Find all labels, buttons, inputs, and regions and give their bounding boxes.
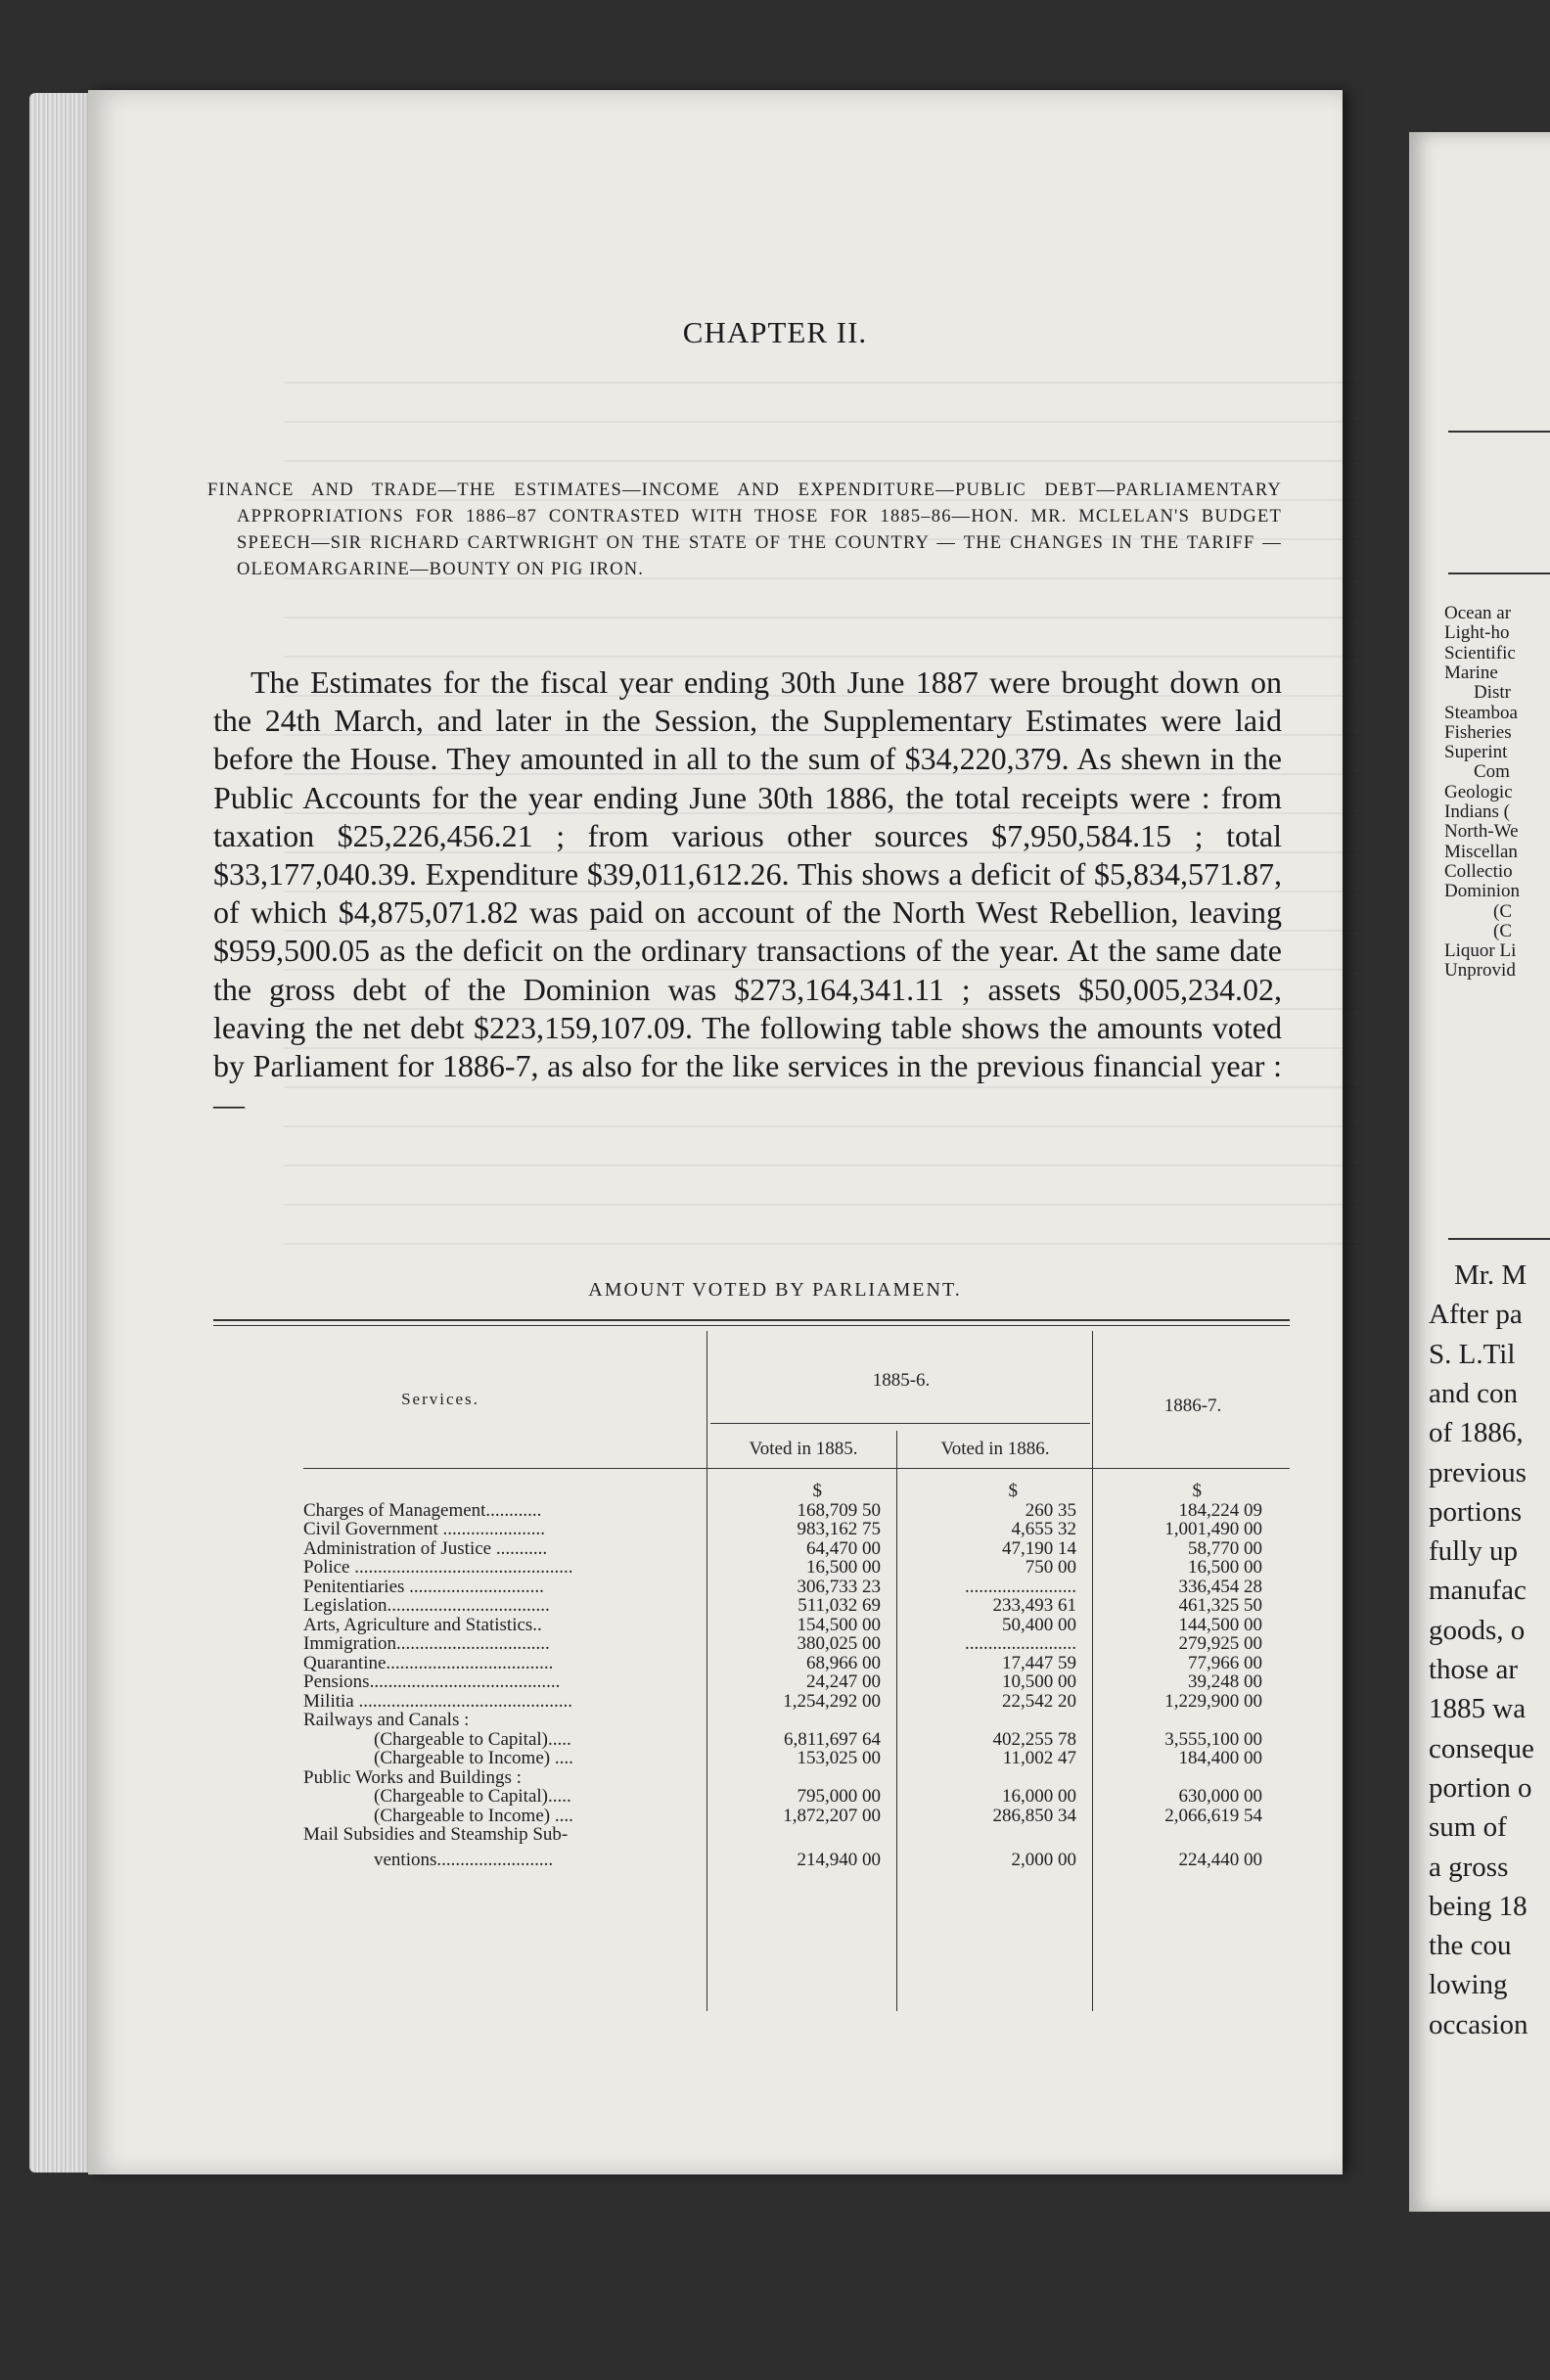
table-row xyxy=(294,1749,1292,1768)
voted-1886-7-cell: 336,454 28 xyxy=(1178,1576,1262,1597)
adjacent-page-text-line: goods, o xyxy=(1429,1614,1526,1646)
voted-1885-cell: 68,966 00 xyxy=(806,1652,881,1673)
voted-1885-cell: 214,940 00 xyxy=(797,1849,881,1870)
voted-1886-7-cell: 224,440 00 xyxy=(1178,1849,1262,1870)
adjacent-page-list-line: Distr xyxy=(1474,682,1511,704)
adjacent-page-text-line: S. L.Til xyxy=(1429,1338,1516,1370)
service-cell: (Chargeable to Capital)..... xyxy=(374,1729,571,1749)
voted-1886-7-cell: 279,925 00 xyxy=(1178,1633,1262,1654)
adjacent-page-list-line: Marine xyxy=(1444,662,1498,683)
chapter-summary: FINANCE AND TRADE—THE ESTIMATES—INCOME AND EXPENDITURE—PUBLIC DEBT—PARLIAMENTARY APPROPRIATIONS FOR 1886–87 CONTRASTED WITH THOSE FOR 1885–86—HON. MR. MCLELAN'S BUDGET SPEECH—SIR RICHARD CARTWRIGHT ON THE STATE OF THE COUNTRY — THE CHANGES IN THE TARIFF — OLEOMARGARINE—BOUNTY ON PIG IRON. xyxy=(207,481,1282,579)
table-body xyxy=(294,1482,1292,1876)
service-cell: (Chargeable to Income) .... xyxy=(374,1749,573,1768)
voted-1886-7-cell: 184,400 00 xyxy=(1178,1748,1262,1768)
adjacent-page-list-line: Liquor Li xyxy=(1444,940,1517,962)
adjacent-page-text-line: the cou xyxy=(1429,1930,1512,1962)
voted-1886-7-cell: 58,770 00 xyxy=(1188,1537,1262,1559)
voted-1886-cell: ........................ xyxy=(965,1633,1076,1654)
table-row xyxy=(294,1520,1292,1539)
adjacent-page-list-line: North-We xyxy=(1444,821,1519,843)
voted-1885-cell: 6,811,697 64 xyxy=(783,1728,881,1750)
adjacent-page-list-line: Unprovid xyxy=(1444,960,1516,982)
voted-1886-cell: ........................ xyxy=(965,1576,1076,1597)
table-row xyxy=(294,1807,1292,1826)
voted-1885-cell: 380,025 00 xyxy=(797,1633,881,1654)
table-row xyxy=(294,1539,1292,1559)
adjacent-page-text-line: those ar xyxy=(1429,1654,1518,1685)
service-cell: Pensions......................................... xyxy=(303,1672,561,1692)
service-cell: Railways and Canals : xyxy=(303,1711,470,1730)
voted-1886-cell: 233,493 61 xyxy=(992,1595,1076,1616)
services-header: Services. xyxy=(401,1390,479,1408)
adjacent-page-text-line: Mr. M xyxy=(1454,1259,1527,1291)
dollar-sign: $ xyxy=(1192,1481,1202,1501)
voted-1886-7-cell: 630,000 00 xyxy=(1178,1786,1262,1807)
voted-1886-7-cell: 39,248 00 xyxy=(1188,1671,1262,1692)
service-cell: Penitentiaries ............................. xyxy=(303,1577,544,1596)
voted-1885-cell: 306,733 23 xyxy=(797,1576,881,1597)
adjacent-page-list-line: Indians ( xyxy=(1444,801,1511,822)
adjacent-page-text-line: conseque xyxy=(1429,1732,1534,1764)
voted-1886-cell: 402,255 78 xyxy=(992,1728,1076,1750)
table-row xyxy=(294,1845,1292,1876)
adjacent-page-rule xyxy=(1448,431,1550,433)
adjacent-page xyxy=(1409,132,1550,2212)
service-cell: Administration of Justice ........... xyxy=(303,1538,548,1558)
adjacent-page-text-line: sum of xyxy=(1429,1811,1507,1844)
voted-1886-cell: 286,850 34 xyxy=(992,1805,1076,1826)
dollar-sign: $ xyxy=(812,1481,822,1501)
voted-1885-cell: 64,470 00 xyxy=(806,1537,881,1559)
adjacent-page-list-line: (C xyxy=(1493,900,1512,922)
voted-1886-cell: 50,400 00 xyxy=(1002,1614,1076,1635)
adjacent-page-list-line: Light-ho xyxy=(1444,622,1510,644)
table-row xyxy=(294,1616,1292,1635)
service-cell: Charges of Management............ xyxy=(303,1500,542,1520)
service-cell: Mail Subsidies and Steamship Sub- xyxy=(303,1825,569,1845)
currency-row xyxy=(294,1482,1292,1501)
voted-1885-header: Voted in 1885. xyxy=(749,1439,858,1459)
table-row xyxy=(294,1558,1292,1578)
voted-1886-7-cell: 461,325 50 xyxy=(1178,1595,1262,1616)
adjacent-page-list-line: Dominion xyxy=(1444,881,1521,902)
voted-1885-cell: 983,162 75 xyxy=(797,1519,881,1539)
voted-1886-cell: 47,190 14 xyxy=(1002,1537,1076,1559)
voted-1885-cell: 511,032 69 xyxy=(798,1595,881,1616)
adjacent-page-text-line: manufac xyxy=(1429,1575,1527,1607)
service-cell: Militia .............................................. xyxy=(303,1691,572,1711)
adjacent-page-list-line: Fisheries xyxy=(1444,721,1512,743)
adjacent-page-list-line: Collectio xyxy=(1444,860,1513,882)
voted-1885-cell: 16,500 00 xyxy=(806,1557,881,1578)
service-cell: ventions......................... xyxy=(374,1849,554,1870)
voted-1885-cell: 1,872,207 00 xyxy=(783,1805,881,1826)
adjacent-page-text-line: 1885 wa xyxy=(1429,1693,1527,1725)
service-cell: Police ............................................... xyxy=(303,1558,573,1578)
adjacent-page-text-line: occasion xyxy=(1429,2008,1528,2040)
voted-1885-cell: 1,254,292 00 xyxy=(783,1690,881,1712)
adjacent-page-text-line: lowing xyxy=(1429,1969,1508,2001)
voted-1886-7-cell: 1,229,900 00 xyxy=(1164,1690,1262,1712)
table-row xyxy=(294,1501,1292,1521)
year-1885-6-header: 1885-6. xyxy=(872,1370,931,1391)
table-row xyxy=(294,1711,1292,1730)
adjacent-page-text-line: portions xyxy=(1429,1495,1523,1528)
voted-1886-7-cell: 1,001,490 00 xyxy=(1164,1519,1262,1539)
adjacent-page-text-line: and con xyxy=(1429,1377,1518,1409)
chapter-title: CHAPTER II. xyxy=(682,315,868,349)
voted-1885-cell: 795,000 00 xyxy=(797,1786,881,1807)
voted-1886-cell: 17,447 59 xyxy=(1002,1652,1076,1673)
voted-1885-cell: 154,500 00 xyxy=(797,1614,881,1635)
service-cell: (Chargeable to Income) .... xyxy=(374,1806,573,1825)
adjacent-page-rule xyxy=(1448,572,1550,574)
table-row xyxy=(294,1578,1292,1597)
voted-1885-cell: 168,709 50 xyxy=(797,1499,881,1521)
voted-1886-cell: 2,000 00 xyxy=(1011,1849,1076,1870)
adjacent-page-list-line: Steamboa xyxy=(1444,702,1518,723)
table-row xyxy=(294,1825,1292,1845)
table-row xyxy=(294,1672,1292,1692)
service-cell: Public Works and Buildings : xyxy=(303,1767,522,1787)
adjacent-page-text-line: previous xyxy=(1429,1456,1527,1488)
voted-1886-header: Voted in 1886. xyxy=(940,1439,1050,1459)
adjacent-page-text-line: portion o xyxy=(1429,1771,1532,1804)
year-1886-7-header: 1886-7. xyxy=(1163,1396,1222,1416)
voted-1886-cell: 260 35 xyxy=(1025,1499,1076,1521)
voted-1886-7-cell: 184,224 09 xyxy=(1178,1499,1262,1521)
voted-1886-cell: 11,002 47 xyxy=(1002,1748,1076,1768)
service-cell: (Chargeable to Capital)..... xyxy=(374,1787,571,1807)
adjacent-page-text-line: of 1886, xyxy=(1429,1417,1524,1449)
table-row xyxy=(294,1692,1292,1712)
service-cell: Legislation................................... xyxy=(303,1596,550,1616)
table-caption: AMOUNT VOTED BY PARLIAMENT. xyxy=(588,1279,962,1301)
table-top-rule-thin xyxy=(213,1325,1290,1326)
table-row xyxy=(294,1654,1292,1673)
adjacent-page-rule xyxy=(1448,1238,1550,1240)
table-row xyxy=(294,1634,1292,1654)
voted-1886-cell: 22,542 20 xyxy=(1002,1690,1076,1712)
voted-1886-7-cell: 2,066,619 54 xyxy=(1164,1805,1262,1826)
service-cell: Quarantine.................................... xyxy=(303,1653,554,1672)
adjacent-page-list-line: Miscellan xyxy=(1444,841,1518,862)
adjacent-page-list-line: (C xyxy=(1493,920,1512,941)
voted-1886-7-cell: 144,500 00 xyxy=(1178,1614,1262,1635)
voted-1886-7-cell: 3,555,100 00 xyxy=(1164,1728,1262,1750)
voted-1886-cell: 4,655 32 xyxy=(1011,1519,1076,1539)
adjacent-page-list-line: Ocean ar xyxy=(1444,603,1512,623)
table-row xyxy=(294,1596,1292,1616)
voted-1886-cell: 750 00 xyxy=(1025,1557,1076,1578)
table-row xyxy=(294,1787,1292,1807)
table-row xyxy=(294,1730,1292,1750)
voted-1885-cell: 24,247 00 xyxy=(806,1671,881,1692)
intro-paragraph: The Estimates for the fiscal year ending 30th June 1887 were brought down on the 24th March, and later in the Session, the Supplementary Estimates were laid before the House. They amounted in all to the sum of $34,220,379. As shewn in the Public Accounts for the year ending June 30th 1886, the total receipts were : from taxation $25,226,456.21 ; from various other sources $7,950,584.15 ; total $33,177,040.39. Expenditure $39,011,612.26. This shows a deficit of $5,834,571.87, of which $4,875,071.82 was paid on account of the North West Rebellion, leaving $959,500.05 as the deficit on the ordinary transactions of the year. At the same date the gross debt of the Dominion was $273,164,341.11 ; assets $50,005,234.02, leaving the net debt $223,159,107.09. The following table shows the amounts voted by Parliament for 1886-7, as also for the like services in the previous financial year :— xyxy=(213,664,1282,1122)
dollar-sign: $ xyxy=(1008,1481,1018,1501)
adjacent-page-list-line: Geologic xyxy=(1444,781,1513,802)
adjacent-page-list-line: Scientific xyxy=(1444,642,1516,664)
adjacent-page-list-line: Superint xyxy=(1444,742,1508,763)
header-bottom-rule xyxy=(303,1468,1290,1469)
service-cell: Arts, Agriculture and Statistics.. xyxy=(303,1615,542,1634)
voted-1885-cell: 153,025 00 xyxy=(797,1748,881,1768)
adjacent-page-text-line: a gross xyxy=(1429,1851,1509,1883)
voted-1886-7-cell: 77,966 00 xyxy=(1188,1652,1262,1673)
adjacent-page-text-line: being 18 xyxy=(1429,1890,1527,1922)
adjacent-page-text-line: fully up xyxy=(1429,1535,1519,1568)
adjacent-page-list-line: Com xyxy=(1474,761,1510,783)
table-top-rule xyxy=(213,1319,1290,1321)
voted-1886-cell: 16,000 00 xyxy=(1002,1786,1076,1807)
voted-1886-7-cell: 16,500 00 xyxy=(1188,1557,1262,1578)
header-rule xyxy=(710,1423,1090,1424)
service-cell: Immigration................................. xyxy=(303,1634,550,1654)
service-cell: Civil Government ...................... xyxy=(303,1520,545,1539)
voted-1886-cell: 10,500 00 xyxy=(1002,1671,1076,1692)
table-row xyxy=(294,1768,1292,1788)
adjacent-page-text-line: After pa xyxy=(1429,1299,1523,1331)
